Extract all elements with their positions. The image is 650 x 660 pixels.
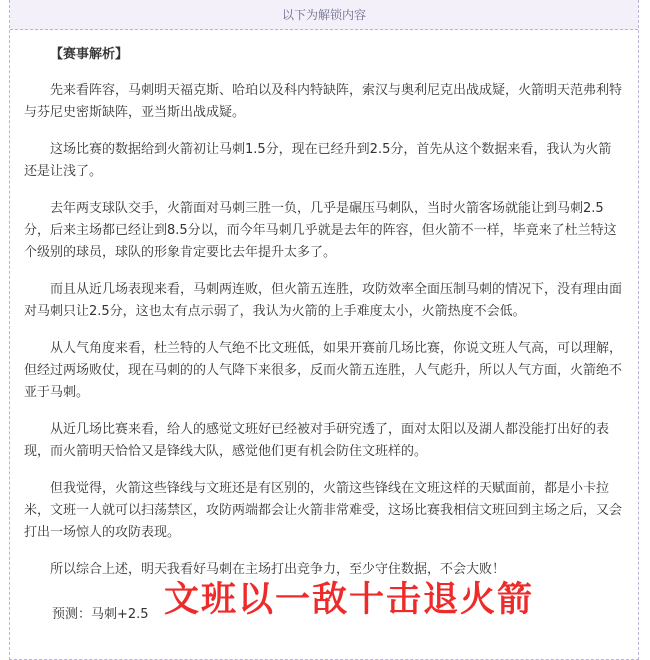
article-paragraph-3: 去年两支球队交手，火箭面对马刺三胜一负，几乎是碾压马刺队，当时火箭客场就能让到马刺2.5分，后来主场都已经让到8.5分以，而今年马刺几乎就是去年的阵容，但火箭不一样，毕竟来了杜兰特这个级别的球员，球队的形象肯定要比去年提升太多了。 (24, 201, 617, 260)
article-paragraph-8: 所以综合上述，明天我看好马刺在主场打出竞争力，至少守住数据，不会大败！ (50, 562, 506, 577)
article-heading: 【赛事解析】 (50, 47, 129, 62)
article-paragraph-7: 但我觉得，火箭这些锋线与文班还是有区别的，火箭这些锋线在文班这样的天赋面前，都是小卡拉米，文班一人就可以扫荡禁区，攻防两端都会让火箭非常难受，这场比赛我相信文班回到主场之后，又会打出一场惊人的攻防表现。 (24, 481, 623, 540)
article-paragraph-4: 而且从近几场表现来看，马刺两连败，但火箭五连胜，攻防效率全面压制马刺的情况下，没有理由面对马刺只让2.5分，这也太有点示弱了，我认为火箭的上手难度太小，火箭热度不会低。 (24, 282, 623, 319)
article-paragraph-2: 这场比赛的数据给到火箭初让马刺1.5分，现在已经升到2.5分，首先从这个数据来看，我认为火箭还是让浅了。 (24, 142, 612, 179)
article-paragraph-6: 从近几场比赛来看，给人的感觉文班好已经被对手研究透了，面对太阳以及湖人都没能打出好的表现，而火箭明天恰恰又是锋线大队，感觉他们更有机会防住文班样的。 (24, 422, 610, 459)
article-body (24, 44, 624, 596)
article-paragraph-1: 先来看阵容，马刺明天福克斯、哈珀以及科内特缺阵，索汉与奥利尼克出战成疑，火箭明天范弗利特与芬尼史密斯缺阵，亚当斯出战成疑。 (24, 83, 623, 120)
overlay-headline: 文班以一敌十击退火箭 (164, 580, 535, 620)
article-paragraph-5: 从人气角度来看，杜兰特的人气绝不比文班低，如果开赛前几场比赛，你说文班人气高，可以理解，但经过两场败仗，现在马刺的的人气降下来很多，反而火箭五连胜，人气彪升，所以人气方面，火箭绝不亚于马刺。 (24, 341, 623, 400)
unlock-banner: 以下为解锁内容 (10, 0, 638, 30)
prediction-text: 预测：马刺+2.5 (52, 607, 149, 622)
